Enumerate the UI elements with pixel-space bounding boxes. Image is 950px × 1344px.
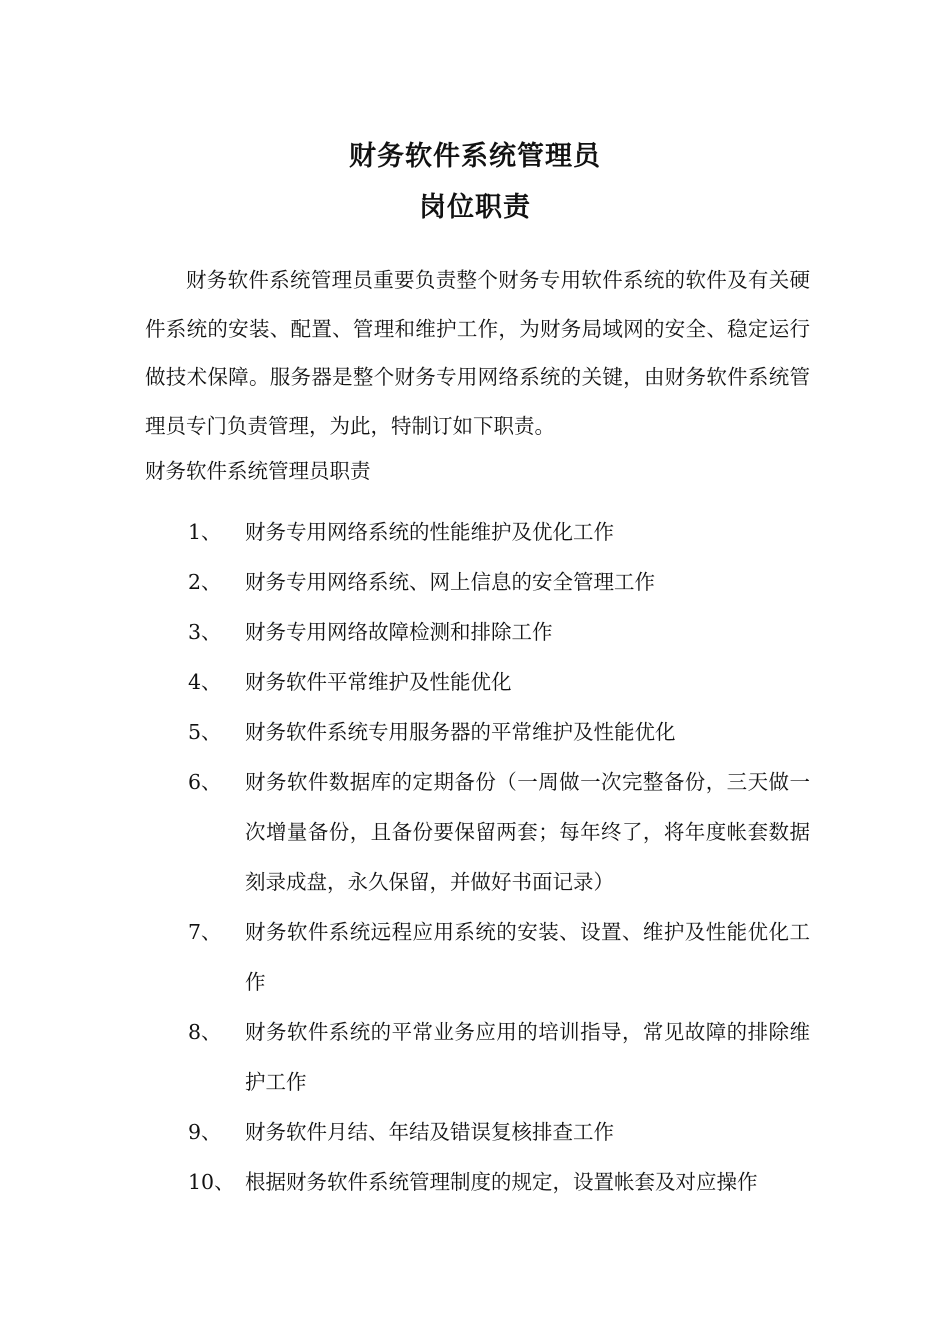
duty-item (0, 1157, 950, 1207)
duty-item (0, 907, 950, 1007)
duty-number: 7、 (188, 920, 222, 944)
document-subtitle: 岗位职责 (419, 192, 531, 223)
duty-item (0, 707, 950, 757)
duty-number: 9、 (188, 1120, 222, 1144)
duty-text: 根据财务软件系统管理制度的规定，设置帐套及对应操作 (245, 1170, 758, 1194)
duty-text: 财务软件系统专用服务器的平常维护及性能优化 (245, 720, 676, 744)
duty-number: 10、 (188, 1170, 235, 1194)
duty-text: 财务专用网络故障检测和排除工作 (245, 620, 553, 644)
duty-text: 财务软件系统的平常业务应用的培训指导，常见故障的排除维护工作 (245, 1020, 810, 1094)
duties-list (0, 507, 950, 1207)
duty-number: 1、 (188, 520, 222, 544)
duties-heading: 财务软件系统管理员职责 (145, 459, 371, 483)
duty-item (0, 557, 950, 607)
duty-text: 财务软件系统远程应用系统的安装、设置、维护及性能优化工作 (245, 920, 810, 994)
duty-text: 财务软件平常维护及性能优化 (245, 670, 512, 694)
intro-paragraph: 财务软件系统管理员重要负责整个财务专用软件系统的软件及有关硬件系统的安装、配置、管理和维护工作，为财务局域网的安全、稳定运行做技术保障。服务器是整个财务专用网络系统的关键，由财务软件系统管理员专门负责管理，为此，特制订如下职责。 (145, 268, 810, 438)
duty-number: 4、 (188, 670, 222, 694)
duty-item (0, 507, 950, 557)
duty-number: 6、 (188, 770, 222, 794)
duty-item (0, 1107, 950, 1157)
duty-number: 3、 (188, 620, 222, 644)
duty-text: 财务专用网络系统的性能维护及优化工作 (245, 520, 614, 544)
duty-text: 财务专用网络系统、网上信息的安全管理工作 (245, 570, 655, 594)
duty-item (0, 757, 950, 907)
document-title: 财务软件系统管理员 (349, 141, 601, 172)
duty-number: 2、 (188, 570, 222, 594)
duty-item (0, 657, 950, 707)
duty-number: 5、 (188, 720, 222, 744)
duty-number: 8、 (188, 1020, 222, 1044)
duty-item (0, 607, 950, 657)
duty-text: 财务软件数据库的定期备份（一周做一次完整备份，三天做一次增量备份，且备份要保留两套；每年终了，将年度帐套数据刻录成盘，永久保留，并做好书面记录） (245, 770, 810, 894)
duty-item (0, 1007, 950, 1107)
duty-text: 财务软件月结、年结及错误复核排查工作 (245, 1120, 614, 1144)
